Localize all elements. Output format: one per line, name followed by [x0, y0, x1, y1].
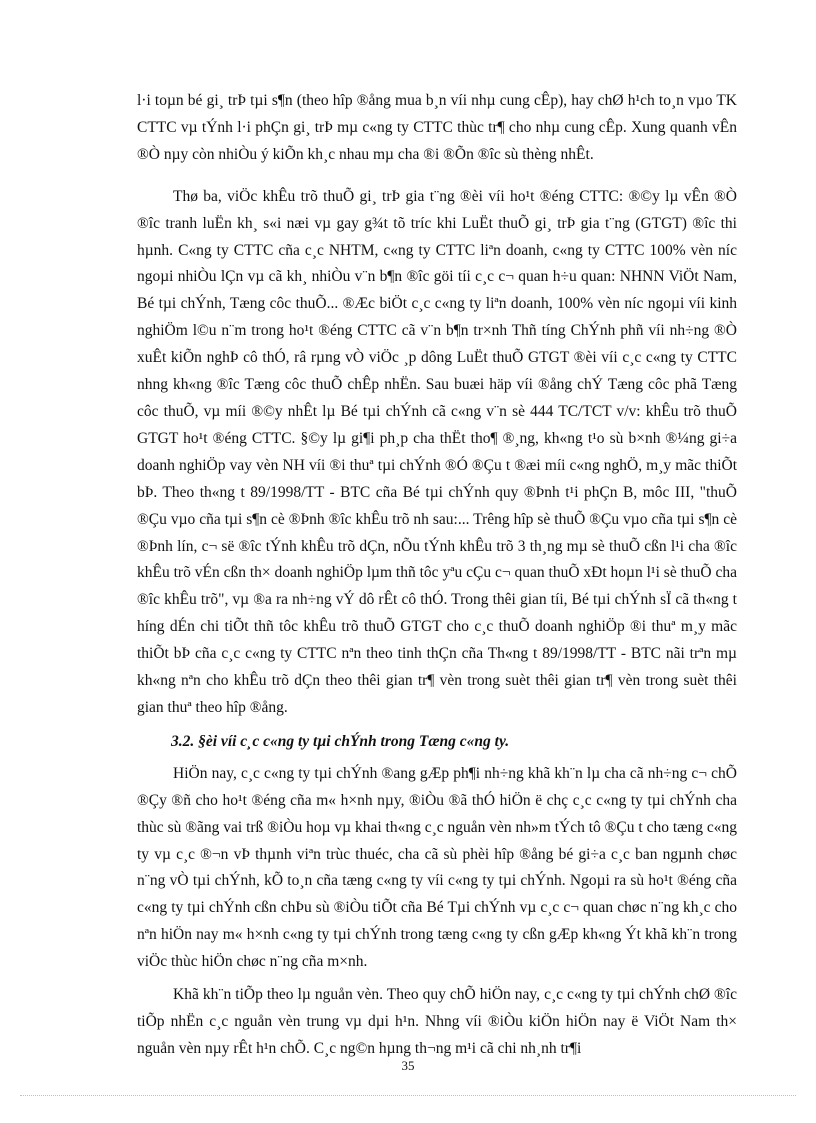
paragraph-continuation: l·i toµn bé gi¸ trÞ tµi s¶n (theo hîp ®ång mua b¸n víi nhµ cung cÊp), hay chØ h¹ch to¸n vµo TK CTTC vµ tÝnh l·i phÇn gi¸ trÞ mµ c«ng ty CTTC thùc tr¶ cho nhµ cung cÊp. Xung quanh vÊn ®Ò nµy còn nhiÒu ý kiÕn kh¸c nhau mµ cha ®i ®Õn ®îc sù thèng nhÊt.: [137, 92, 737, 163]
page-bottom-divider: [20, 1095, 796, 1096]
section-heading: 3.2. §èi víi c¸c c«ng ty tµi chÝnh trong Tæng c«ng ty.: [171, 732, 510, 750]
page-number: 35: [401, 1058, 415, 1073]
paragraph-finance-companies: HiÖn nay, c¸c c«ng ty tµi chÝnh ®ang gÆp ph¶i nh÷ng khã kh¨n lµ cha cã nh÷ng c¬ chÕ ®Çy ®ñ cho ho¹t ®éng cña m« h×nh nµy, ®iÒu ®ã thÓ hiÖn ë chç c¸c c«ng ty tµi chÝnh cha thùc sù ®ãng vai trß ®iÒu hoµ vµ khai th«ng c¸c nguån vèn nh»m tÝch tô ®Çu t cho tæng c«ng ty vµ c¸c ®¬n vÞ thµnh viªn trùc thuéc, cha cã sù phèi hîp ®ång bé gi÷a c¸c ban ngµnh chøc n¨ng vÒ tµi chÝnh, kÕ to¸n cña tæng c«ng ty víi c«ng ty tµi chÝnh. Ngoµi ra sù ho¹t ®éng cña c«ng ty tµi chÝnh cßn chÞu sù ®iÒu tiÕt cña Bé Tµi chÝnh vµ c¸c c¬ quan chøc n¨ng kh¸c cho nªn hiÖn nay m« h×nh c«ng ty tµi chÝnh trong tæng c«ng ty cßn gÆp kh«ng Ýt khã kh¨n trong viÖc thùc hiÖn chøc n¨ng cña m×nh.: [137, 764, 737, 971]
paragraph-capital-sources: Khã kh¨n tiÕp theo lµ nguån vèn. Theo quy chÕ hiÖn nay, c¸c c«ng ty tµi chÝnh chØ ®îc tiÕp nhËn c¸c nguån vèn trung vµ dµi h¹n. Nhng víi ®iÒu kiÖn hiÖn nay ë ViÖt Nam th× nguån vèn nµy rÊt h¹n chÕ. C¸c ng©n hµng th¬ng m¹i cã chi nh¸nh tr¶i: [137, 986, 737, 1057]
paragraph-vat-deduction: Thø ba, viÖc khÊu trõ thuÕ gi¸ trÞ gia t¨ng ®èi víi ho¹t ®éng CTTC: ®©y lµ vÊn ®Ò ®îc tranh luËn kh¸ s«i næi vµ gay g¾t tõ tríc khi LuËt thuÕ gi¸ trÞ gia t¨ng (GTGT) ®îc thi hµnh. C«ng ty CTTC cña c¸c NHTM, c«ng ty CTTC liªn doanh, c«ng ty CTTC 100% vèn níc ngoµi nhiÒu lÇn vµ cã kh¸ nhiÒu v¨n b¶n ®îc göi tíi c¸c c¬ quan h÷u quan: NHNN ViÖt Nam, Bé tµi chÝnh, Tæng côc thuÕ... ®Æc biÖt c¸c c«ng ty liªn doanh, 100% vèn níc ngoµi víi kinh nghiÖm l©u n¨m trong ho¹t ®éng CTTC cã v¨n b¶n tr×nh Thñ tíng ChÝnh phñ víi nh÷ng ®Ò xuÊt kiÕn nghÞ cô thÓ, râ rµng vÒ viÖc ¸p dông LuËt thuÕ GTGT ®èi víi c¸c c«ng ty CTTC nhng kh«ng ®îc Tæng côc thuÕ chÊp nhËn. Sau buæi häp víi ®ång chÝ Tæng côc phã Tæng côc thuÕ, vµ míi ®©y nhÊt lµ Bé tµi chÝnh cã c«ng v¨n sè 444 TC/TCT v/v: khÊu trõ thuÕ GTGT ho¹t ®éng CTTC. §©y lµ gi¶i ph¸p cha thËt tho¶ ®¸ng, kh«ng t¹o sù b×nh ®¼ng gi÷a doanh nghiÖp vay vèn NH víi ®i thuª tµi chÝnh ®Ó ®Çu t ®æi míi c«ng nghÖ, m¸y mãc thiÕt bÞ. Theo th«ng t 89/1998/TT - BTC cña Bé tµi chÝnh quy ®Þnh t¹i phÇn B, môc III, "thuÕ ®Çu vµo cña tµi s¶n cè ®Þnh ®îc khÊu trõ nh sau:... Trêng hîp sè thuÕ ®Çu vµo cña tµi s¶n cè ®Þnh lín, c¬ së ®îc tÝnh khÊu trõ dÇn, nÕu tÝnh khÊu trõ 3 th¸ng mµ sè thuÕ cßn l¹i cha ®îc khÊu trõ vÉn cßn th× doanh nghiÖp lµm thñ tôc yªu cÇu c¬ quan thuÕ xÐt hoµn l¹i sè thuÕ cha ®îc khÊu trõ", vµ ®a ra nh÷ng vÝ dô rÊt cô thÓ. Trong thêi gian tíi, Bé tµi chÝnh sÏ cã th«ng t híng dÉn chi tiÕt thñ tôc khÊu trõ thuÕ GTGT cho c¸c thuÕ doanh nghiÖp ®i thuª m¸y mãc thiÕt bÞ cña c¸c c«ng ty CTTC nªn theo tinh thÇn cña Th«ng t 89/1998/TT - BTC nãi trªn mµ kh«ng nªn cho khÊu trõ dÇn theo thêi gian tr¶ vèn trong suèt thêi gian tr¶ vèn trong suèt thêi gian thuª theo hîp ®ång.: [137, 187, 737, 716]
document-body: [137, 88, 737, 1063]
